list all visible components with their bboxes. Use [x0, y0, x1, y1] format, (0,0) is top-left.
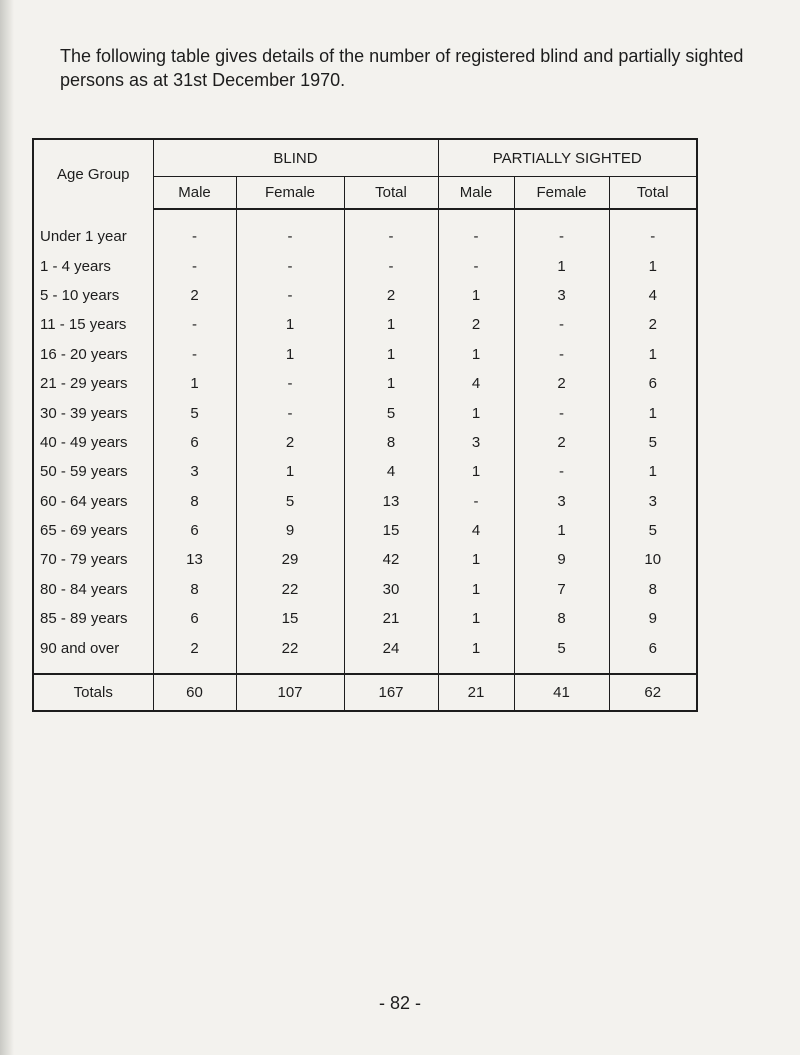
cell-blind-female: -	[236, 369, 344, 398]
table-row	[33, 516, 697, 545]
table-body	[33, 209, 697, 674]
cell-ps-total: 3	[609, 487, 697, 516]
cell-blind-total: 1	[344, 340, 438, 369]
cell-ps-total: 1	[609, 251, 697, 280]
table-row	[33, 340, 697, 369]
table-row	[33, 633, 697, 662]
cell-ps-female: -	[514, 310, 609, 339]
table-row	[33, 369, 697, 398]
cell-blind-total: 8	[344, 428, 438, 457]
cell-blind-male: -	[153, 310, 236, 339]
cell-ps-male: 2	[438, 310, 514, 339]
cell-blind-total: 21	[344, 604, 438, 633]
cell-ps-total: -	[609, 222, 697, 251]
cell-ps-female: 5	[514, 633, 609, 662]
table-row	[33, 575, 697, 604]
column-header-blind-male: Male	[153, 177, 236, 210]
cell-blind-male: 1	[153, 369, 236, 398]
age-group-cell: 65 - 69 years	[33, 516, 153, 545]
cell-ps-male: 1	[438, 575, 514, 604]
cell-ps-female: -	[514, 457, 609, 486]
cell-blind-male: 2	[153, 633, 236, 662]
column-header-ps-male: Male	[438, 177, 514, 210]
cell-ps-male: 1	[438, 604, 514, 633]
cell-ps-total: 6	[609, 369, 697, 398]
cell-blind-male: -	[153, 222, 236, 251]
cell-blind-male: 6	[153, 516, 236, 545]
age-group-header: Age Group	[33, 139, 153, 209]
age-group-cell: 30 - 39 years	[33, 398, 153, 427]
cell-blind-female: 5	[236, 487, 344, 516]
column-header-blind-total: Total	[344, 177, 438, 210]
table-row	[33, 487, 697, 516]
cell-ps-total: 1	[609, 457, 697, 486]
table-row	[33, 222, 697, 251]
cell-blind-female: -	[236, 281, 344, 310]
column-header-ps-total: Total	[609, 177, 697, 210]
table-row	[33, 428, 697, 457]
cell-blind-female: -	[236, 251, 344, 280]
cell-blind-total: 2	[344, 281, 438, 310]
intro-paragraph: The following table gives details of the number of registered blind and partially sighted persons as at 31st December 1970.	[60, 46, 744, 90]
totals-label: Totals	[33, 674, 153, 711]
cell-blind-female: 22	[236, 575, 344, 604]
page-number: - 82 -	[378, 993, 421, 1013]
cell-blind-female: -	[236, 398, 344, 427]
cell-blind-male: 8	[153, 575, 236, 604]
total-blind-male: 60	[153, 674, 236, 711]
cell-blind-female: 29	[236, 545, 344, 574]
cell-blind-male: 13	[153, 545, 236, 574]
age-group-cell: 70 - 79 years	[33, 545, 153, 574]
cell-ps-female: 1	[514, 251, 609, 280]
cell-ps-total: 1	[609, 398, 697, 427]
age-group-cell: 40 - 49 years	[33, 428, 153, 457]
cell-blind-female: -	[236, 222, 344, 251]
cell-ps-female: -	[514, 340, 609, 369]
cell-ps-total: 8	[609, 575, 697, 604]
cell-ps-total: 5	[609, 516, 697, 545]
cell-blind-total: -	[344, 251, 438, 280]
age-group-cell: 5 - 10 years	[33, 281, 153, 310]
cell-blind-total: 1	[344, 369, 438, 398]
cell-ps-female: 2	[514, 428, 609, 457]
cell-ps-male: 4	[438, 369, 514, 398]
cell-ps-male: 1	[438, 545, 514, 574]
cell-blind-total: 5	[344, 398, 438, 427]
cell-blind-total: 24	[344, 633, 438, 662]
cell-ps-total: 4	[609, 281, 697, 310]
cell-ps-total: 5	[609, 428, 697, 457]
cell-ps-male: -	[438, 487, 514, 516]
age-group-cell: 85 - 89 years	[33, 604, 153, 633]
cell-ps-female: 9	[514, 545, 609, 574]
total-ps-male: 21	[438, 674, 514, 711]
page-edge-shadow	[0, 0, 14, 1055]
age-group-cell: 60 - 64 years	[33, 487, 153, 516]
cell-blind-male: 8	[153, 487, 236, 516]
cell-blind-male: 5	[153, 398, 236, 427]
cell-blind-male: 6	[153, 428, 236, 457]
cell-blind-total: 42	[344, 545, 438, 574]
total-blind-total: 167	[344, 674, 438, 711]
blind-persons-table	[32, 138, 698, 712]
cell-ps-female: -	[514, 222, 609, 251]
cell-blind-total: 30	[344, 575, 438, 604]
age-group-cell: Under 1 year	[33, 222, 153, 251]
age-group-cell: 11 - 15 years	[33, 310, 153, 339]
age-group-cell: 50 - 59 years	[33, 457, 153, 486]
cell-blind-total: 4	[344, 457, 438, 486]
cell-blind-female: 9	[236, 516, 344, 545]
totals-row	[33, 674, 697, 711]
cell-blind-female: 2	[236, 428, 344, 457]
table-row	[33, 281, 697, 310]
column-header-ps-female: Female	[514, 177, 609, 210]
cell-ps-female: 7	[514, 575, 609, 604]
cell-blind-male: 6	[153, 604, 236, 633]
total-ps-total: 62	[609, 674, 697, 711]
cell-ps-male: 1	[438, 633, 514, 662]
cell-ps-male: 4	[438, 516, 514, 545]
cell-blind-male: -	[153, 251, 236, 280]
partially-sighted-group-header: PARTIALLY SIGHTED	[438, 139, 697, 177]
cell-ps-total: 1	[609, 340, 697, 369]
age-group-cell: 16 - 20 years	[33, 340, 153, 369]
total-blind-female: 107	[236, 674, 344, 711]
age-group-cell: 21 - 29 years	[33, 369, 153, 398]
cell-blind-male: 3	[153, 457, 236, 486]
cell-ps-male: 1	[438, 281, 514, 310]
table-row	[33, 545, 697, 574]
cell-blind-female: 22	[236, 633, 344, 662]
table-row	[33, 251, 697, 280]
cell-blind-female: 15	[236, 604, 344, 633]
table-row	[33, 457, 697, 486]
total-ps-female: 41	[514, 674, 609, 711]
cell-ps-female: 3	[514, 281, 609, 310]
cell-blind-total: 15	[344, 516, 438, 545]
cell-blind-total: 13	[344, 487, 438, 516]
cell-ps-male: 1	[438, 398, 514, 427]
cell-blind-female: 1	[236, 340, 344, 369]
cell-ps-total: 10	[609, 545, 697, 574]
table-row	[33, 604, 697, 633]
blind-group-header: BLIND	[153, 139, 438, 177]
cell-ps-male: 1	[438, 457, 514, 486]
cell-ps-total: 9	[609, 604, 697, 633]
cell-ps-male: -	[438, 222, 514, 251]
cell-blind-male: 2	[153, 281, 236, 310]
cell-ps-female: 3	[514, 487, 609, 516]
cell-ps-female: 2	[514, 369, 609, 398]
table-row	[33, 398, 697, 427]
cell-ps-male: -	[438, 251, 514, 280]
cell-ps-male: 3	[438, 428, 514, 457]
age-group-cell: 90 and over	[33, 633, 153, 662]
cell-ps-female: 1	[514, 516, 609, 545]
cell-ps-total: 6	[609, 633, 697, 662]
cell-blind-male: -	[153, 340, 236, 369]
cell-ps-female: 8	[514, 604, 609, 633]
column-header-blind-female: Female	[236, 177, 344, 210]
cell-blind-total: -	[344, 222, 438, 251]
cell-ps-total: 2	[609, 310, 697, 339]
table-row	[33, 310, 697, 339]
cell-blind-total: 1	[344, 310, 438, 339]
cell-blind-female: 1	[236, 310, 344, 339]
cell-blind-female: 1	[236, 457, 344, 486]
age-group-cell: 1 - 4 years	[33, 251, 153, 280]
cell-ps-male: 1	[438, 340, 514, 369]
age-group-cell: 80 - 84 years	[33, 575, 153, 604]
cell-ps-female: -	[514, 398, 609, 427]
